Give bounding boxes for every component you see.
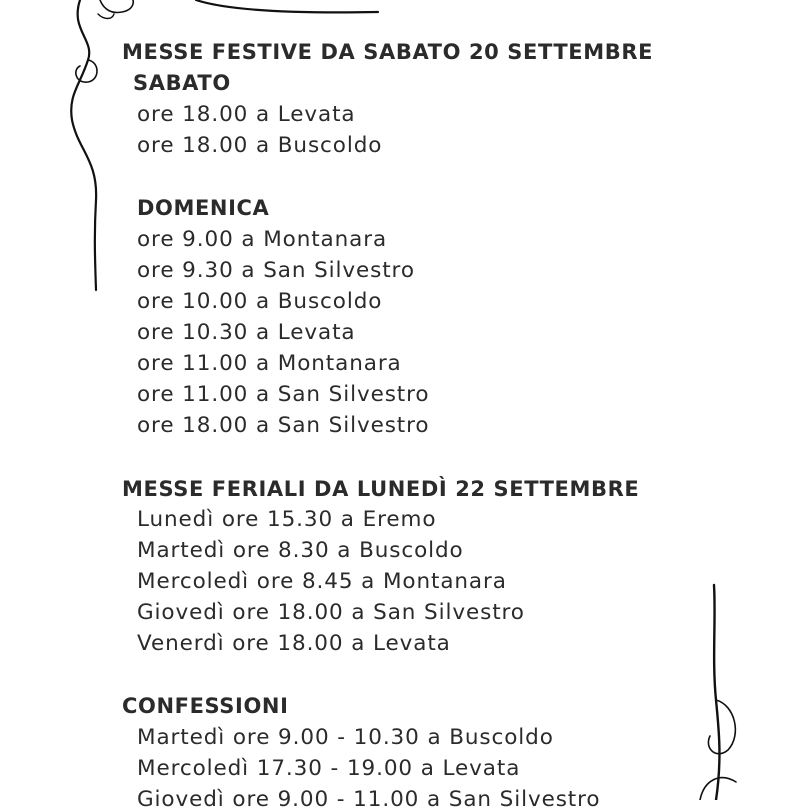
saturday-heading: SABATO — [133, 71, 231, 95]
sunday-mass-item: ore 11.00 a San Silvestro — [137, 382, 430, 407]
confession-item: Mercoledì 17.30 - 19.00 a Levata — [137, 756, 521, 781]
sunday-heading: DOMENICA — [137, 196, 270, 220]
weekday-mass-item: Giovedì ore 18.00 a San Silvestro — [137, 600, 525, 625]
confession-item: Martedì ore 9.00 - 10.30 a Buscoldo — [137, 725, 554, 750]
sunday-mass-item: ore 11.00 a Montanara — [137, 351, 402, 376]
confession-item: Giovedì ore 9.00 - 11.00 a San Silvestro — [137, 787, 601, 812]
weekday-mass-item: Martedì ore 8.30 a Buscoldo — [137, 538, 464, 563]
festive-masses-heading: MESSE FESTIVE DA SABATO 20 SETTEMBRE — [122, 40, 654, 64]
sunday-mass-item: ore 9.00 a Montanara — [137, 227, 388, 252]
saturday-mass-item: ore 18.00 a Levata — [137, 102, 356, 127]
weekday-mass-item: Mercoledì ore 8.45 a Montanara — [137, 569, 507, 594]
sunday-mass-item: ore 10.30 a Levata — [137, 320, 356, 345]
confessions-heading: CONFESSIONI — [122, 694, 289, 718]
saturday-mass-item: ore 18.00 a Buscoldo — [137, 133, 383, 158]
weekday-mass-item: Venerdì ore 18.00 a Levata — [137, 631, 451, 656]
sunday-mass-item: ore 10.00 a Buscoldo — [137, 289, 383, 314]
sunday-mass-item: ore 9.30 a San Silvestro — [137, 258, 415, 283]
weekday-mass-item: Lunedì ore 15.30 a Eremo — [137, 507, 437, 532]
sunday-mass-item: ore 18.00 a San Silvestro — [137, 413, 430, 438]
weekday-masses-heading: MESSE FERIALI DA LUNEDÌ 22 SETTEMBRE — [122, 477, 640, 501]
